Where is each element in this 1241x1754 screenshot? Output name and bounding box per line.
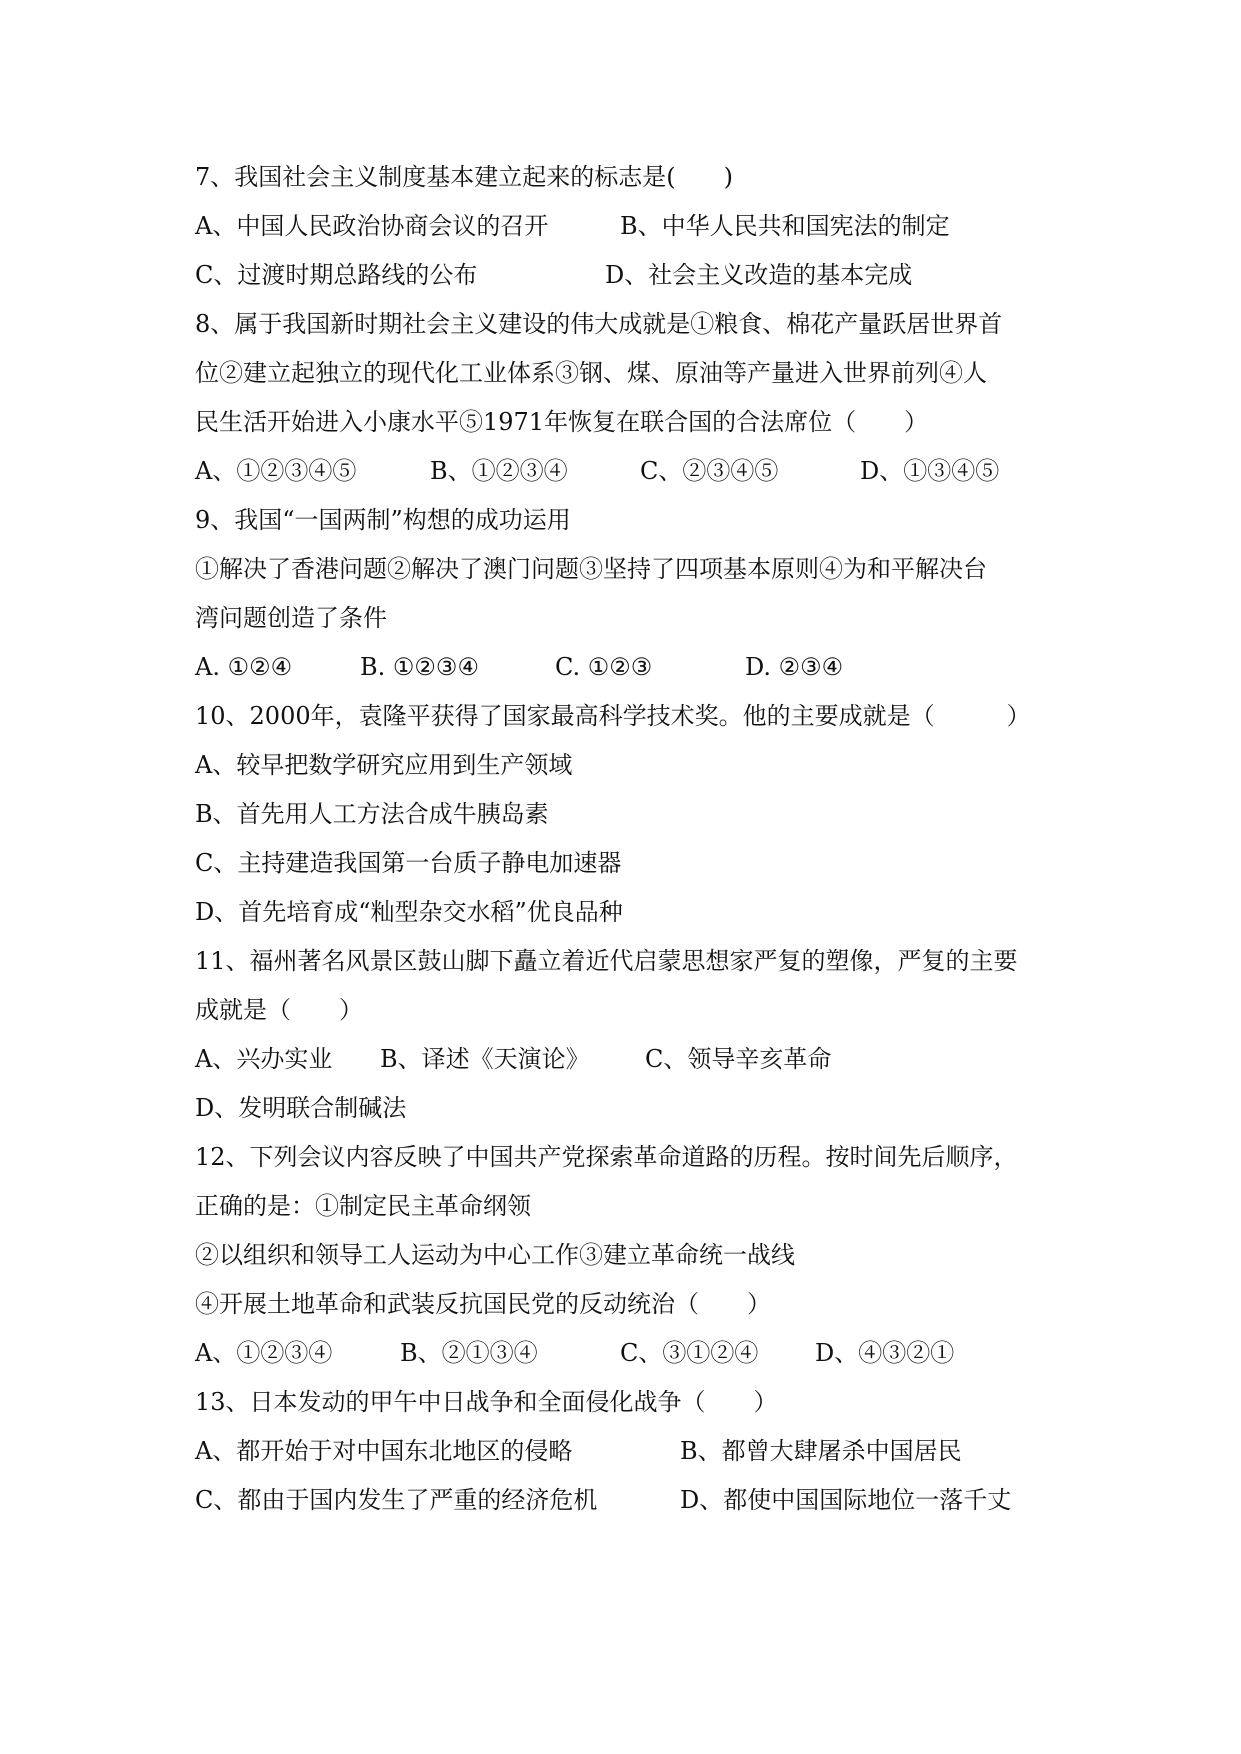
q12-stem-line-4: ④开展土地革命和武装反抗国民党的反动统治（ ） bbox=[195, 1290, 771, 1318]
q12-stem-line-2: 正确的是：①制定民主革命纲领 bbox=[195, 1192, 531, 1220]
q7-option-a: A、中国人民政治协商会议的召开 bbox=[195, 212, 549, 240]
q9-stem-line-1: 9、我国“一国两制”构想的成功运用 bbox=[195, 506, 571, 534]
q13-stem: 13、日本发动的甲午中日战争和全面侵化战争（ ） bbox=[195, 1388, 778, 1416]
q10-option-a: A、较早把数学研究应用到生产领域 bbox=[195, 751, 573, 779]
q12-option-b: B、②①③④ bbox=[400, 1339, 538, 1367]
q13-option-a: A、都开始于对中国东北地区的侵略 bbox=[195, 1437, 573, 1465]
q13-option-d: D、都使中国国际地位一落千丈 bbox=[680, 1486, 1012, 1514]
q9-stem-line-3: 湾问题创造了条件 bbox=[195, 604, 387, 632]
q11-option-d: D、发明联合制碱法 bbox=[195, 1094, 407, 1122]
q10-option-c: C、主持建造我国第一台质子静电加速器 bbox=[195, 849, 622, 877]
q9-option-b: B. ①②③④ bbox=[360, 653, 479, 681]
q9-option-d: D. ②③④ bbox=[745, 653, 844, 681]
q8-option-d: D、①③④⑤ bbox=[860, 457, 1000, 485]
q10-option-b: B、首先用人工方法合成牛胰岛素 bbox=[195, 800, 549, 828]
q7-option-d: D、社会主义改造的基本完成 bbox=[605, 261, 913, 289]
q9-stem-line-2: ①解决了香港问题②解决了澳门问题③坚持了四项基本原则④为和平解决台 bbox=[195, 555, 987, 583]
q11-stem-line-1: 11、福州著名风景区鼓山脚下矗立着近代启蒙思想家严复的塑像，严复的主要 bbox=[195, 947, 1018, 975]
q10-stem: 10、2000年，袁隆平获得了国家最高科学技术奖。他的主要成就是（ ） bbox=[195, 702, 1031, 730]
q9-option-a: A. ①②④ bbox=[195, 653, 293, 681]
q8-stem-line-1: 8、属于我国新时期社会主义建设的伟大成就是①粮食、棉花产量跃居世界首 bbox=[195, 310, 1003, 338]
q12-stem-line-3: ②以组织和领导工人运动为中心工作③建立革命统一战线 bbox=[195, 1241, 795, 1269]
q13-option-b: B、都曾大肆屠杀中国居民 bbox=[680, 1437, 962, 1465]
q12-option-d: D、④③②① bbox=[815, 1339, 955, 1367]
q7-option-c: C、过渡时期总路线的公布 bbox=[195, 261, 478, 289]
q7-stem: 7、我国社会主义制度基本建立起来的标志是( ) bbox=[195, 163, 733, 191]
q11-option-b: B、译述《天演论》 bbox=[380, 1045, 590, 1073]
q11-option-c: C、领导辛亥革命 bbox=[645, 1045, 832, 1073]
q7-option-b: B、中华人民共和国宪法的制定 bbox=[620, 212, 950, 240]
q8-stem-line-2: 位②建立起独立的现代化工业体系③钢、煤、原油等产量进入世界前列④人 bbox=[195, 359, 987, 387]
q12-option-a: A、①②③④ bbox=[195, 1339, 333, 1367]
q8-option-b: B、①②③④ bbox=[430, 457, 568, 485]
q12-option-c: C、③①②④ bbox=[620, 1339, 759, 1367]
q8-option-a: A、①②③④⑤ bbox=[195, 457, 357, 485]
q12-stem-line-1: 12、下列会议内容反映了中国共产党探索革命道路的历程。按时间先后顺序， bbox=[195, 1143, 1018, 1171]
q11-stem-line-2: 成就是（ ） bbox=[195, 996, 363, 1024]
q9-option-c: C. ①②③ bbox=[555, 653, 653, 681]
q8-option-c: C、②③④⑤ bbox=[640, 457, 779, 485]
q13-option-c: C、都由于国内发生了严重的经济危机 bbox=[195, 1486, 598, 1514]
q8-stem-line-3: 民生活开始进入小康水平⑤1971年恢复在联合国的合法席位（ ） bbox=[195, 408, 929, 436]
q11-option-a: A、兴办实业 bbox=[195, 1045, 333, 1073]
q10-option-d: D、首先培育成“籼型杂交水稻”优良品种 bbox=[195, 898, 623, 926]
